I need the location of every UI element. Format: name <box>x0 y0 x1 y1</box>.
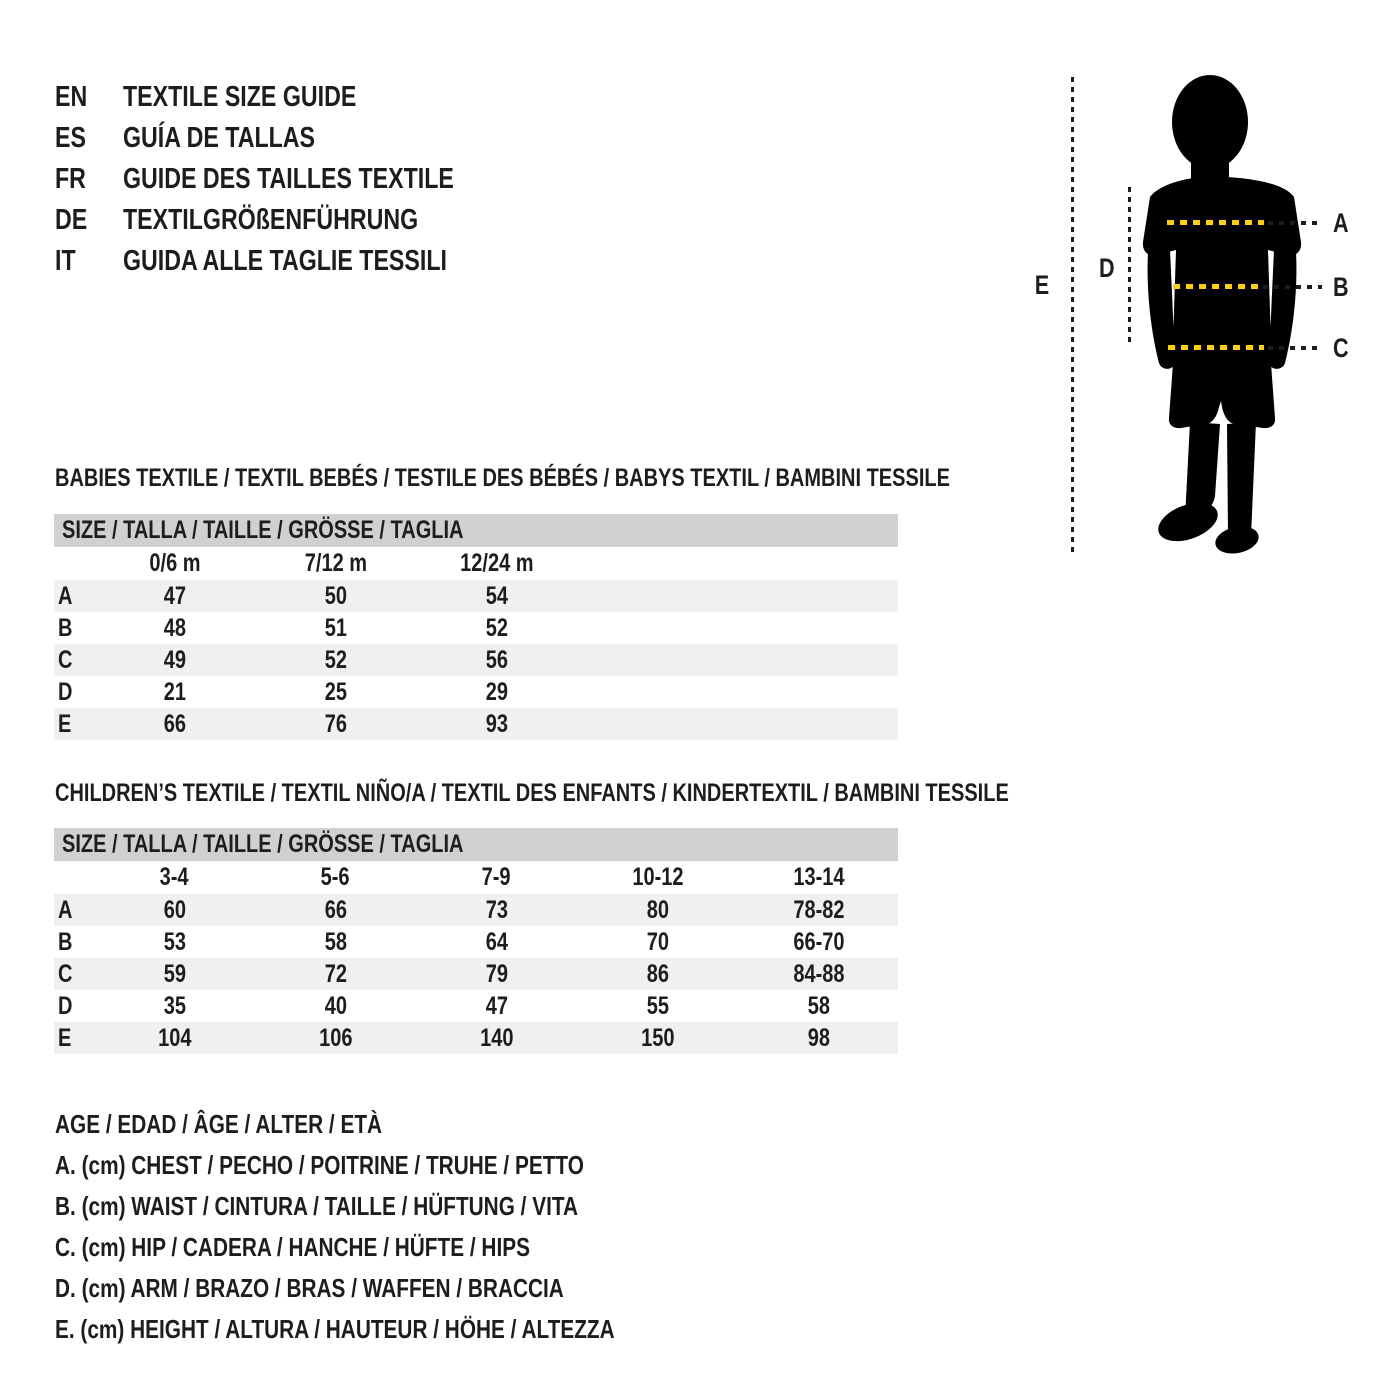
legend-age-line: AGE / EDAD / ÂGE / ALTER / ETÀ <box>55 1109 383 1139</box>
children-column-header-row <box>54 861 898 894</box>
hip-measure-dash-black <box>1268 346 1322 350</box>
cell-value: 52 <box>485 614 508 642</box>
legend-hip-line: C. (cm) HIP / CADERA / HANCHE / HÜFTE / HIPS <box>55 1232 530 1262</box>
chest-measure-dash-black <box>1268 221 1322 225</box>
lang-label-it: GUIDA ALLE TAGLIE TESSILI <box>123 245 447 277</box>
cell-value: 106 <box>318 1024 353 1052</box>
cell-value: 79 <box>485 960 508 988</box>
chest-measure-dash-yellow <box>1167 220 1264 225</box>
cell-value: 76 <box>324 710 347 738</box>
cell-value: 66 <box>163 710 186 738</box>
cell-value: 72 <box>324 960 347 988</box>
silhouette-right-leg <box>1227 422 1256 540</box>
babies-row-a <box>54 580 898 612</box>
legend-arm-line: D. (cm) ARM / BRAZO / BRAS / WAFFEN / BRACCIA <box>55 1273 564 1303</box>
babies-row-e <box>54 708 898 740</box>
cell-value: 56 <box>485 646 508 674</box>
children-col-3-4: 3-4 <box>160 863 189 891</box>
cell-value: 60 <box>163 896 186 924</box>
lang-code-it: IT <box>55 245 76 277</box>
children-col-13-14: 13-14 <box>792 863 845 891</box>
cell-value: 73 <box>485 896 508 924</box>
cell-value: 80 <box>646 896 669 924</box>
babies-col-0-6m: 0/6 m <box>148 549 201 577</box>
children-section-heading: CHILDREN’S TEXTILE / TEXTIL NIÑO/A / TEXTIL DES ENFANTS / KINDERTEXTIL / BAMBINI TESSILE <box>55 779 1009 807</box>
cell-value: 48 <box>163 614 186 642</box>
babies-table-header: SIZE / TALLA / TAILLE / GRÖSSE / TAGLIA <box>54 514 898 547</box>
cell-value: 98 <box>807 1024 830 1052</box>
babies-row-d <box>54 676 898 708</box>
lang-code-en: EN <box>55 81 88 113</box>
lang-row-fr <box>55 159 537 200</box>
row-label: E <box>58 1024 72 1052</box>
cell-value: 47 <box>163 582 186 610</box>
cell-value: 35 <box>163 992 186 1020</box>
children-col-10-12: 10-12 <box>631 863 684 891</box>
lang-label-de: TEXTILGRÖßENFÜHRUNG <box>123 204 419 236</box>
figure-label-a: A <box>1332 208 1349 238</box>
cell-value: 140 <box>479 1024 514 1052</box>
cell-value: 86 <box>646 960 669 988</box>
children-row-c <box>54 958 898 990</box>
cell-value: 50 <box>324 582 347 610</box>
arm-measure-line-d <box>1128 187 1131 343</box>
lang-code-de: DE <box>55 204 88 236</box>
cell-value: 93 <box>485 710 508 738</box>
row-label: B <box>58 614 73 642</box>
cell-value: 70 <box>646 928 669 956</box>
cell-value: 64 <box>485 928 508 956</box>
figure-label-b: B <box>1332 272 1349 302</box>
cell-value: 29 <box>485 678 508 706</box>
language-title-block <box>55 77 537 282</box>
lang-label-fr: GUIDE DES TAILLES TEXTILE <box>123 163 454 195</box>
children-table-header: SIZE / TALLA / TAILLE / GRÖSSE / TAGLIA <box>54 828 898 861</box>
children-row-b <box>54 926 898 958</box>
cell-value: 21 <box>163 678 186 706</box>
cell-value: 55 <box>646 992 669 1020</box>
waist-measure-dash-yellow <box>1173 284 1260 289</box>
hip-measure-dash-yellow <box>1168 345 1264 350</box>
cell-value: 150 <box>640 1024 675 1052</box>
lang-code-fr: FR <box>55 163 86 195</box>
lang-row-it <box>55 241 537 282</box>
babies-col-12-24m: 12/24 m <box>459 549 534 577</box>
children-row-d <box>54 990 898 1022</box>
lang-row-en <box>55 77 537 118</box>
lang-label-es: GUÍA DE TALLAS <box>123 122 316 154</box>
silhouette-right-arm <box>1269 249 1296 369</box>
figure-label-c: C <box>1332 333 1349 363</box>
silhouette-left-arm <box>1148 249 1175 369</box>
cell-value: 52 <box>324 646 347 674</box>
row-label: A <box>58 582 73 610</box>
cell-value: 54 <box>485 582 508 610</box>
row-label: E <box>58 710 72 738</box>
cell-value: 53 <box>163 928 186 956</box>
children-col-5-6: 5-6 <box>321 863 350 891</box>
children-row-a <box>54 894 898 926</box>
cell-value: 58 <box>324 928 347 956</box>
figure-label-e: E <box>1034 270 1050 300</box>
row-label: D <box>58 678 73 706</box>
cell-value: 40 <box>324 992 347 1020</box>
cell-value: 104 <box>157 1024 192 1052</box>
figure-label-d: D <box>1098 253 1115 283</box>
babies-col-7-12m: 7/12 m <box>304 549 367 577</box>
row-label: C <box>58 960 73 988</box>
babies-size-table <box>54 514 898 740</box>
cell-value: 66-70 <box>792 928 845 956</box>
row-label: A <box>58 896 73 924</box>
children-col-7-9: 7-9 <box>482 863 511 891</box>
cell-value: 78-82 <box>792 896 845 924</box>
silhouette-right-shoe <box>1213 523 1261 558</box>
row-label: B <box>58 928 73 956</box>
cell-value: 59 <box>163 960 186 988</box>
cell-value: 66 <box>324 896 347 924</box>
row-label: D <box>58 992 73 1020</box>
legend-waist-line: B. (cm) WAIST / CINTURA / TAILLE / HÜFTUNG / VITA <box>55 1191 579 1221</box>
legend-chest-line: A. (cm) CHEST / PECHO / POITRINE / TRUHE / PETTO <box>55 1150 584 1180</box>
children-size-table <box>54 828 898 1054</box>
babies-row-c <box>54 644 898 676</box>
cell-value: 47 <box>485 992 508 1020</box>
lang-code-es: ES <box>55 122 86 154</box>
cell-value: 58 <box>807 992 830 1020</box>
babies-column-header-row <box>54 547 898 580</box>
legend-height-line: E. (cm) HEIGHT / ALTURA / HAUTEUR / HÖHE / ALTEZZA <box>55 1314 615 1344</box>
lang-row-de <box>55 200 537 241</box>
lang-row-es <box>55 118 537 159</box>
cell-value: 84-88 <box>792 960 845 988</box>
lang-label-en: TEXTILE SIZE GUIDE <box>123 81 357 113</box>
waist-measure-dash-black <box>1263 285 1322 289</box>
babies-section-heading: BABIES TEXTILE / TEXTIL BEBÉS / TESTILE DES BÉBÉS / BABYS TEXTIL / BAMBINI TESSILE <box>55 464 950 492</box>
cell-value: 25 <box>324 678 347 706</box>
babies-row-b <box>54 612 898 644</box>
children-row-e <box>54 1022 898 1054</box>
cell-value: 49 <box>163 646 186 674</box>
measurement-legend <box>55 1104 755 1350</box>
row-label: C <box>58 646 73 674</box>
cell-value: 51 <box>324 614 347 642</box>
